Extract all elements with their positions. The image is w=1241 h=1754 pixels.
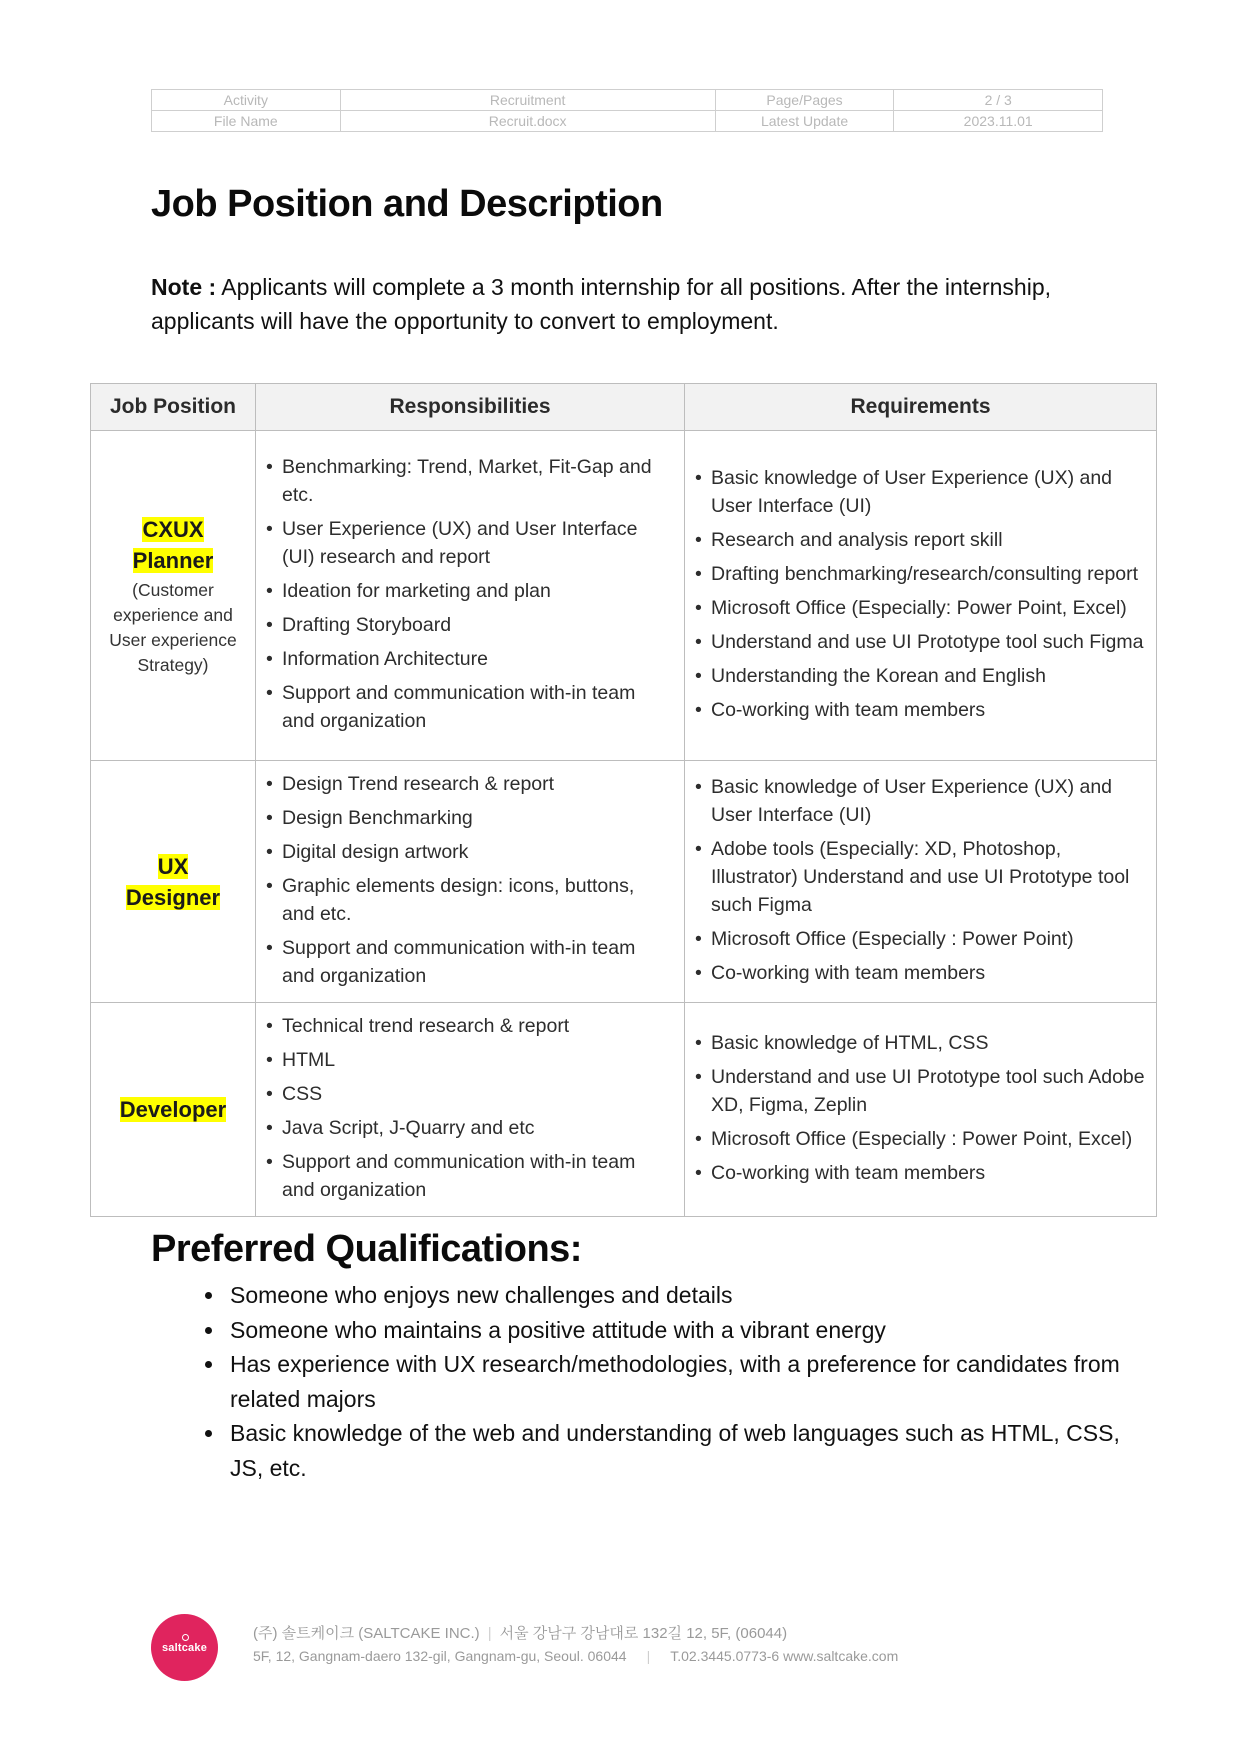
list-item: • Has experience with UX research/methodologies, with a preference for candidates from related majors	[226, 1347, 1136, 1416]
job-position-cell	[91, 431, 256, 761]
list-item: • CSS	[266, 1080, 672, 1108]
document-info-table	[151, 89, 1103, 132]
job-title-line2: Planner	[132, 547, 214, 573]
update-value: 2023.11.01	[894, 111, 1103, 132]
footer-divider: |	[487, 1625, 492, 1642]
activity-value: Recruitment	[340, 90, 715, 111]
job-title-line2: Designer	[125, 884, 221, 910]
filename-label: File Name	[152, 111, 341, 132]
activity-label: Activity	[152, 90, 341, 111]
footer-address-kr: 서울 강남구 강남대로 132길 12, 5F, (06044)	[499, 1625, 788, 1642]
responsibilities-cell	[256, 761, 685, 1003]
saltcake-logo	[151, 1614, 218, 1681]
list-item: • Digital design artwork	[266, 838, 672, 866]
list-item: • Basic knowledge of User Experience (UX) and User Interface (UI)	[695, 464, 1146, 520]
list-item: • Research and analysis report skill	[695, 526, 1146, 554]
list-item: • Co-working with team members	[695, 959, 1146, 987]
pages-label: Page/Pages	[715, 90, 894, 111]
list-item: • Ideation for marketing and plan	[266, 577, 672, 605]
list-item: • Technical trend research & report	[266, 1012, 672, 1040]
logo-text: saltcake	[161, 1642, 208, 1654]
list-item: • Information Architecture	[266, 645, 672, 673]
preferred-qualifications-title: Preferred Qualifications:	[151, 1228, 582, 1270]
table-row-cxux-planner	[91, 431, 1157, 761]
table-row-ux-designer	[91, 761, 1157, 1003]
footer-company-line	[253, 1622, 787, 1643]
list-item: • Understanding the Korean and English	[695, 662, 1146, 690]
list-item: • Graphic elements design: icons, buttons, and etc.	[266, 872, 672, 928]
job-title-line1: Developer	[119, 1097, 227, 1122]
footer-address-en: 5F, 12, Gangnam-daero 132-gil, Gangnam-gu, Seoul. 06044	[253, 1648, 627, 1664]
job-table	[90, 383, 1157, 1217]
preferred-qualifications-list	[190, 1278, 1136, 1485]
list-item: • HTML	[266, 1046, 672, 1074]
note-paragraph	[151, 270, 1111, 338]
table-row-developer	[91, 1003, 1157, 1217]
list-item: • Co-working with team members	[695, 1159, 1146, 1187]
job-position-cell	[91, 1003, 256, 1217]
list-item: • Support and communication with-in team and organization	[266, 679, 672, 735]
requirements-cell	[685, 761, 1157, 1003]
job-title-line1: CXUX	[142, 516, 204, 542]
list-item: • Microsoft Office (Especially : Power Point)	[695, 925, 1146, 953]
list-item: • Java Script, J-Quarry and etc	[266, 1114, 672, 1142]
list-item: • Someone who enjoys new challenges and details	[226, 1278, 1136, 1313]
list-item: • Understand and use UI Prototype tool such Adobe XD, Figma, Zeplin	[695, 1063, 1146, 1119]
list-item: • Basic knowledge of User Experience (UX) and User Interface (UI)	[695, 773, 1146, 829]
list-item: • Design Benchmarking	[266, 804, 672, 832]
footer-company: (주) 솔트케이크 (SALTCAKE INC.)	[253, 1625, 480, 1642]
responsibilities-cell	[256, 1003, 685, 1217]
footer-divider: |	[646, 1648, 651, 1664]
requirements-cell	[685, 431, 1157, 761]
header-requirements: Requirements	[685, 384, 1157, 431]
page-title: Job Position and Description	[151, 183, 663, 225]
list-item: • Support and communication with-in team and organization	[266, 1148, 672, 1204]
footer-address-line	[253, 1648, 898, 1664]
list-item: • Basic knowledge of the web and understanding of web languages such as HTML, CSS, JS, etc.	[226, 1416, 1136, 1485]
note-label: Note :	[151, 274, 217, 300]
update-label: Latest Update	[715, 111, 894, 132]
job-subtitle: (Customer experience and User experience Strategy)	[109, 579, 237, 675]
job-table-header	[91, 384, 1157, 431]
list-item: • Microsoft Office (Especially : Power Point, Excel)	[695, 1125, 1146, 1153]
list-item: • Someone who maintains a positive attitude with a vibrant energy	[226, 1313, 1136, 1348]
list-item: • Drafting Storyboard	[266, 611, 672, 639]
list-item: • Drafting benchmarking/research/consulting report	[695, 560, 1146, 588]
list-item: • User Experience (UX) and User Interface (UI) research and report	[266, 515, 672, 571]
responsibilities-cell	[256, 431, 685, 761]
list-item: • Adobe tools (Especially: XD, Photoshop, Illustrator) Understand and use UI Prototype tool such Figma	[695, 835, 1146, 919]
footer-contact: T.02.3445.0773-6 www.saltcake.com	[670, 1648, 899, 1664]
header-job-position: Job Position	[91, 384, 256, 431]
logo-dot-icon	[182, 1634, 189, 1641]
job-title-line1: UX	[157, 853, 189, 879]
list-item: • Support and communication with-in team and organization	[266, 934, 672, 990]
list-item: • Microsoft Office (Especially: Power Point, Excel)	[695, 594, 1146, 622]
list-item: • Benchmarking: Trend, Market, Fit-Gap and etc.	[266, 453, 672, 509]
list-item: • Co-working with team members	[695, 696, 1146, 724]
filename-value: Recruit.docx	[340, 111, 715, 132]
list-item: • Basic knowledge of HTML, CSS	[695, 1029, 1146, 1057]
list-item: • Understand and use UI Prototype tool such Figma	[695, 628, 1146, 656]
job-position-cell	[91, 761, 256, 1003]
pages-value: 2 / 3	[894, 90, 1103, 111]
note-text: Applicants will complete a 3 month internship for all positions. After the internship, applicants will have the opportunity to convert to employment.	[151, 274, 1051, 334]
requirements-cell	[685, 1003, 1157, 1217]
list-item: • Design Trend research & report	[266, 770, 672, 798]
header-responsibilities: Responsibilities	[256, 384, 685, 431]
